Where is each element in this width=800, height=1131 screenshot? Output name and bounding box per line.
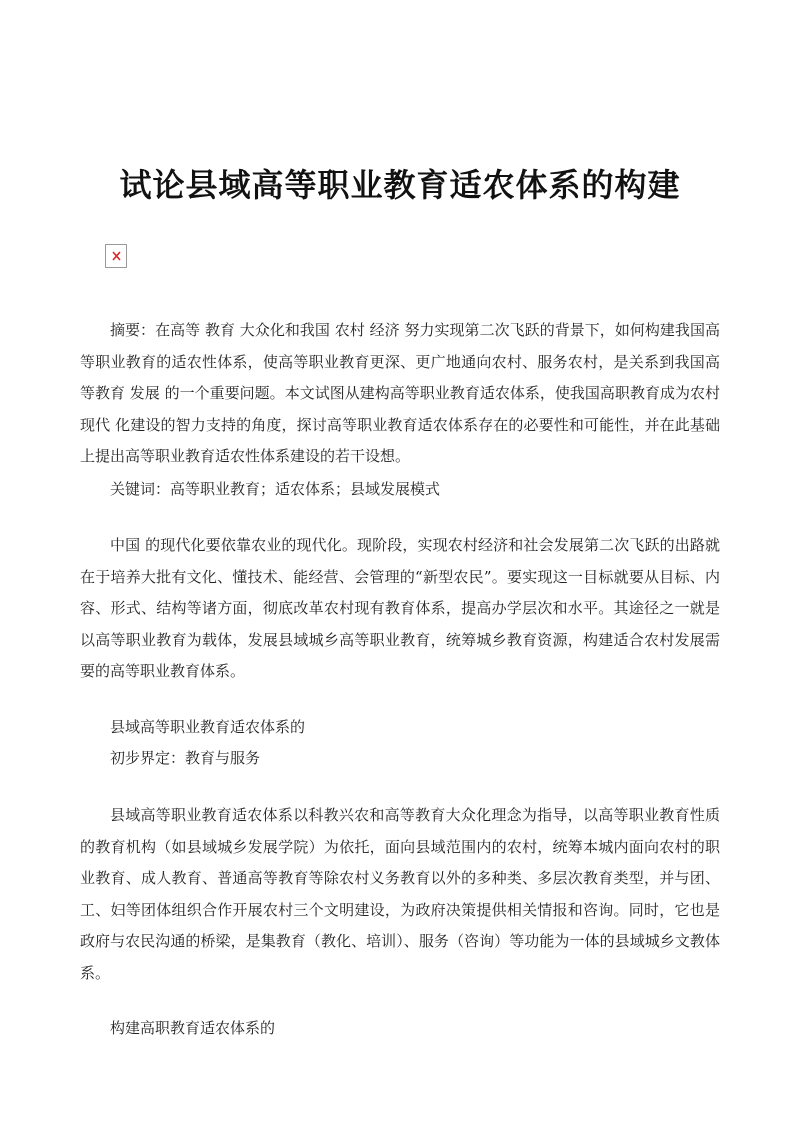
document-title: 试论县域高等职业教育适农体系的构建 <box>119 166 681 204</box>
intro-paragraph: 中国 的现代化要依靠农业的现代化。现阶段，实现农村经济和社会发展第二次飞跃的出路就在于培养大批有文化、懂技术、能经营、会管理的“新型农民”。要实现这一目标就要从目标、内容、形式、结构等诸方面，彻底改革农村现有教育体系，提高办学层次和水平。其途径之一就是以高等职业教育为载体，发展县域城乡高等职业教育，统筹城乡教育资源，构建适合农村发展需要的高等职业教育体系。 <box>80 536 720 680</box>
section1-heading-line2: 初步界定：教育与服务 <box>110 749 261 767</box>
section2-heading: 构建高职教育适农体系的 <box>110 1019 276 1037</box>
section1-body-paragraph: 县域高等职业教育适农体系以科教兴农和高等教育大众化理念为指导，以高等职业教育性质的教育机构（如县域城乡发展学院）为依托，面向县域范围内的农村，统筹本城内面向农村的职业教育、成人教育、普通高等教育等除农村义务教育以外的多种类、多层次教育类型，并与团、工、妇等团体组织合作开展农村三个文明建设，为政府决策提供相关情报和咨询。同时，它也是政府与农民沟通的桥梁，是集教育（教化、培训）、服务（咨询）等功能为一体的县域城乡文教体系。 <box>80 806 720 982</box>
red-x-icon <box>112 251 121 261</box>
section1-heading-line1: 县域高等职业教育适农体系的 <box>110 718 306 736</box>
keywords-line: 关键词：高等职业教育；适农体系；县域发展模式 <box>110 480 441 498</box>
broken-image-icon <box>105 244 127 268</box>
abstract-paragraph: 摘要：在高等 教育 大众化和我国 农村 经济 努力实现第二次飞跃的背景下，如何构建我国高等职业教育的适农性体系，使高等职业教育更深、更广地通向农村、服务农村，是关系到我国高等教育 发展 的一个重要问题。本文试图从建构高等职业教育适农体系，使我国高职教育成为农村 现代 化建设的智力支持的角度，探讨高等职业教育适农体系存在的必要性和可能性，并在此基础上提出高等职业教育适农性体系建设的若干设想。 <box>80 321 720 465</box>
